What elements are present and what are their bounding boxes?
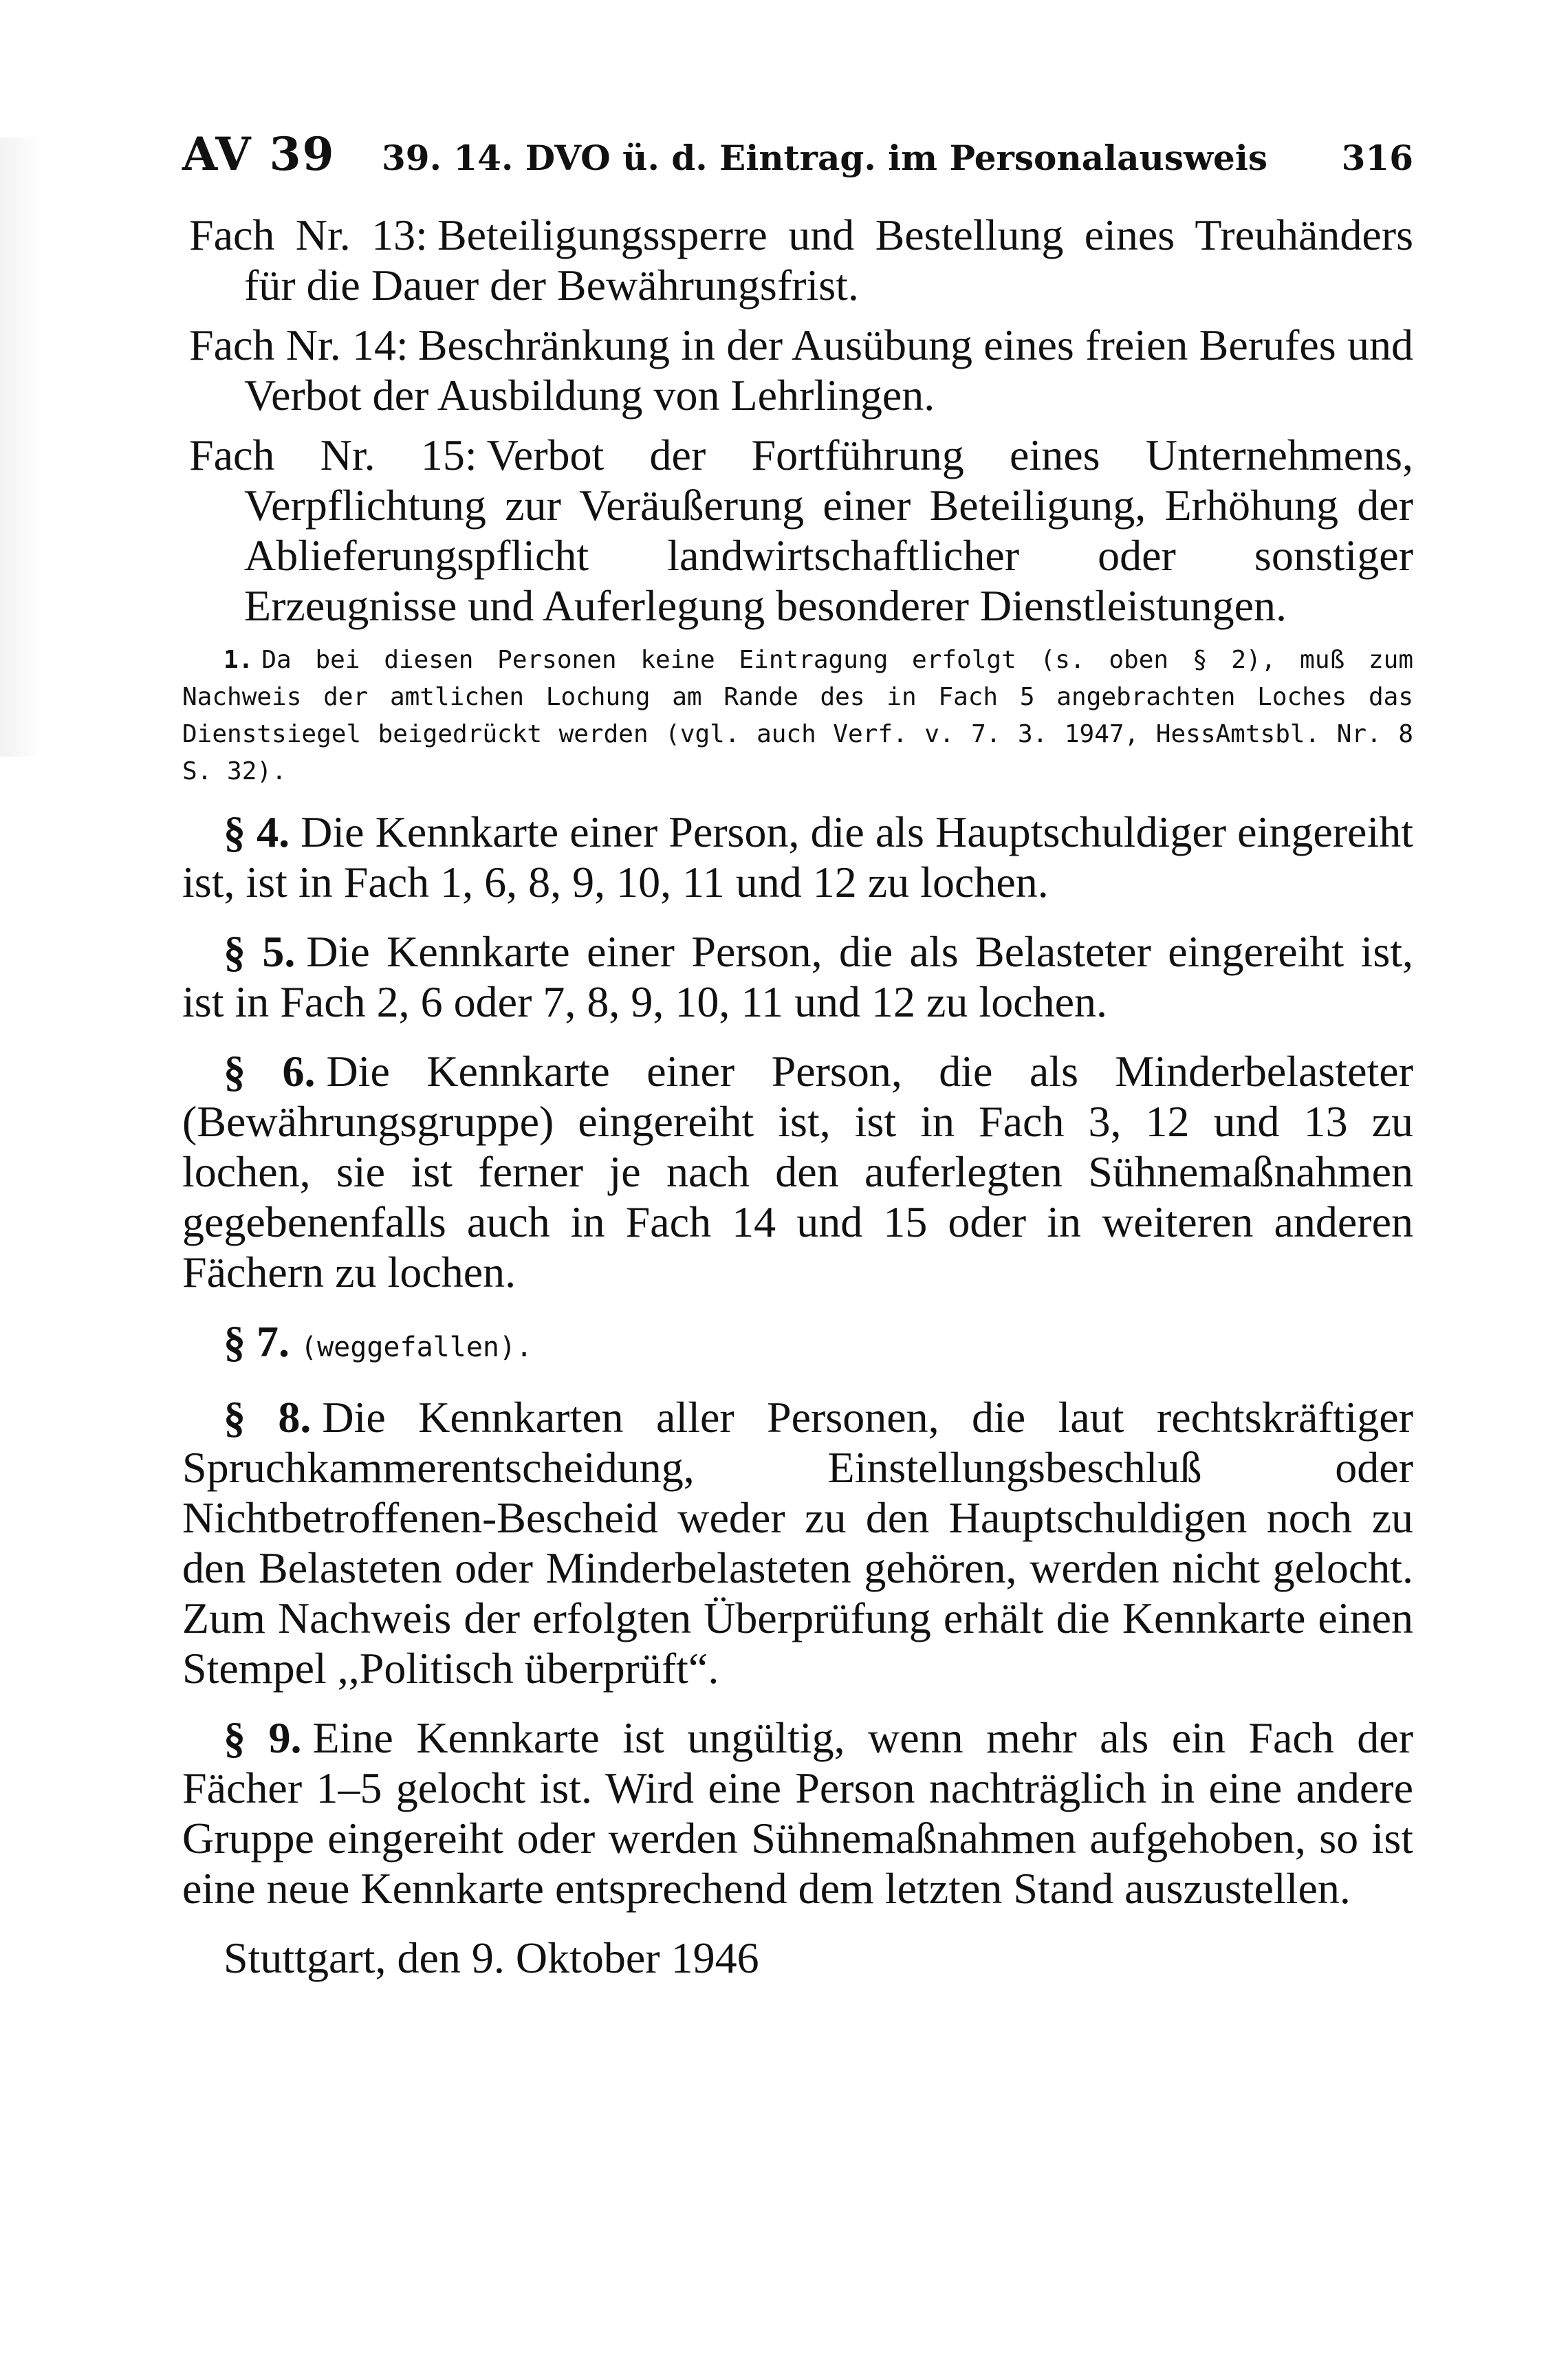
section-number: § 8. [224,1393,312,1442]
section-text: Eine Kennkarte ist ungültig, wenn mehr als ein Fach der Fächer 1–5 gelocht ist. Wird eine Person nachträglich in eine andere Gruppe eingereiht oder werden Sühnemaßnahmen aufgehoben, so ist eine neue Kennkarte entsprechend dem letzten Stand auszustellen. [182,1713,1413,1913]
section-text: Die Kennkarte einer Person, die als Belasteter eingereiht ist, ist in Fach 2, 6 oder 7, 8, 9, 10, 11 und 12 zu lochen. [182,927,1414,1026]
scan-margin-shadow [0,138,41,757]
section-4 [182,807,1413,907]
fach-entry-15 [189,430,1413,631]
fach-text: Beteiligungssperre und Bestellung eines Treuhänders für die Dauer der Bewährungsfrist. [244,210,1413,310]
footnote-number: 1. [224,646,254,674]
chapter-mark: AV 39 [182,127,336,181]
footnote [182,642,1413,790]
fach-label: Fach Nr. 15: [189,431,477,479]
section-text: Die Kennkarten aller Personen, die laut rechtskräftiger Spruchkammerentscheidung, Einstellungsbeschluß oder Nichtbetroffenen-Bescheid weder zu den Hauptschuldigen noch zu den Belasteten oder Minderbelasteten gehören, werden nicht gelocht. Zum Nachweis der erfolgten Überprüfung erhält die Kennkarte einen Stempel ,,Politisch überprüft“. [182,1393,1414,1693]
section-7 [182,1316,1413,1373]
fach-text: Beschränkung in der Ausübung eines freien Berufes und Verbot der Ausbildung von Lehrlingen. [244,321,1414,420]
section-number: § 5. [224,927,296,976]
place-date-line: Stuttgart, den 9. Oktober 1946 [224,1933,759,1982]
section-number: § 4. [224,807,290,856]
fach-entry-14 [189,320,1413,420]
fach-label: Fach Nr. 13: [189,210,428,259]
running-title: 39. 14. DVO ü. d. Eintrag. im Personalausweis [382,138,1268,178]
page-header [182,127,1413,203]
footnote-text: Da bei diesen Personen keine Eintragung erfolgt (s. oben § 2), muß zum Nachweis der amtlichen Lochung am Rande des in Fach 5 angebrachten Loches das Dienstsiegel beigedrückt werden (vgl. auch Verf. v. 7. 3. 1947, HessAmtsbl. Nr. 8 S. 32). [182,646,1413,785]
section-text: Die Kennkarte einer Person, die als Minderbelasteter (Bewährungsgruppe) eingereiht ist, ist in Fach 3, 12 und 13 zu lochen, sie ist ferner je nach den auferlegten Sühnemaßnahmen gegebenenfalls auch in Fach 14 und 15 oder in weiteren anderen Fächern zu lochen. [182,1047,1413,1296]
fach-entry-13 [189,210,1413,310]
section-9 [182,1713,1413,1913]
page-number: 316 [1341,138,1413,178]
document-page [182,127,1413,1983]
fach-text: Verbot der Fortführung eines Unternehmens, Verpflichtung zur Veräußerung einer Beteiligung, Erhöhung der Ablieferungspflicht landwirtschaftlicher oder sonstiger Erzeugnisse und Auferlegung besonderer Dienstleistungen. [244,431,1414,630]
section-text: (weggefallen). [301,1332,533,1363]
section-number: § 7. [224,1317,290,1366]
section-number: § 6. [224,1047,316,1096]
section-6 [182,1046,1413,1297]
fach-label: Fach Nr. 14: [189,321,409,369]
section-number: § 9. [224,1713,302,1762]
section-5 [182,926,1413,1027]
section-8 [182,1392,1413,1693]
section-text: Die Kennkarte einer Person, die als Hauptschuldiger eingereiht ist, ist in Fach 1, 6, 8, 9, 10, 11 und 12 zu lochen. [182,807,1414,907]
